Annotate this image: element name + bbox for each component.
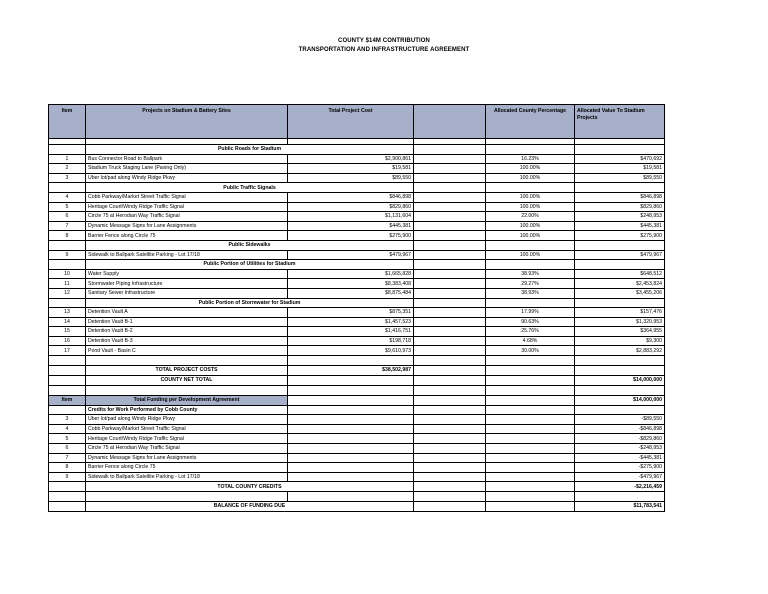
spacer-cell (414, 202, 486, 212)
empty-cell (486, 482, 575, 492)
empty-cell (414, 405, 486, 415)
empty-cell (414, 472, 486, 482)
credit-row (49, 424, 665, 434)
empty-cell (49, 405, 86, 415)
col-header-allocated-value: Allocated Value To Stadium Projects (575, 105, 665, 139)
item-number: 2 (49, 164, 86, 174)
empty-cell (414, 434, 486, 444)
spacer-cell (414, 154, 486, 164)
total-project-cost: $479,967 (288, 250, 414, 260)
project-name: Heritage Court/Windy Ridge Traffic Signal (86, 202, 288, 212)
section-item-cell (49, 240, 86, 250)
spacer-cell (414, 346, 486, 356)
col-header-item: Item (49, 105, 86, 139)
table-row (49, 250, 665, 260)
credit-name: Dynamic Message Signs for Lane Assignments (86, 453, 288, 463)
section-title: Public Portion of Stormwater for Stadium (86, 298, 414, 308)
credit-row (49, 434, 665, 444)
spacer-cell (414, 327, 486, 337)
credit-value: -$89,550 (575, 415, 665, 425)
item-number: 4 (49, 192, 86, 202)
credit-value: -$829,860 (575, 434, 665, 444)
item-number: 14 (49, 317, 86, 327)
empty-cell (414, 396, 486, 406)
county-net-total-label: COUNTY NET TOTAL (86, 376, 288, 386)
section-item-cell (49, 298, 86, 308)
county-percentage: 17.99% (486, 308, 575, 318)
section-spacer-cell (414, 260, 486, 270)
county-percentage: 100.00% (486, 231, 575, 241)
total-project-costs-label: TOTAL PROJECT COSTS (86, 366, 288, 376)
section-pct-cell (486, 240, 575, 250)
section-alloc-cell (575, 240, 665, 250)
empty-cell (288, 405, 414, 415)
empty-cell (486, 366, 575, 376)
section-title: Public Sidewalks (86, 240, 414, 250)
allocated-value: $445,381 (575, 221, 665, 231)
project-name: Bus Connector Road to Ballpark (86, 154, 288, 164)
allocated-value: $648,512 (575, 269, 665, 279)
spacer-row (49, 492, 665, 502)
spacer-cell (414, 231, 486, 241)
empty-cell (486, 444, 575, 454)
empty-cell (414, 366, 486, 376)
empty-cell (486, 376, 575, 386)
total-project-cost: $1,665,828 (288, 269, 414, 279)
item-number: 12 (49, 288, 86, 298)
spacer-cell (414, 492, 486, 502)
section-alloc-cell (575, 298, 665, 308)
county-percentage: 22.00% (486, 212, 575, 222)
contribution-table (48, 104, 665, 512)
spacer-cell (414, 269, 486, 279)
project-name: Stormwater Piping Infrastructure (86, 279, 288, 289)
allocated-value: $9,300 (575, 336, 665, 346)
spacer-cell (414, 386, 486, 396)
project-name: Dynamic Message Signs for Lane Assignments (86, 221, 288, 231)
county-percentage: 100.00% (486, 250, 575, 260)
section-spacer-cell (414, 183, 486, 193)
credit-name: Circle 75 at Herodian Way Traffic Signal (86, 444, 288, 454)
project-name: Cobb Parkway/Market Street Traffic Signal (86, 192, 288, 202)
allocated-value: $479,967 (575, 250, 665, 260)
item-number: 11 (49, 279, 86, 289)
spacer-cell (414, 317, 486, 327)
section-item-cell (49, 145, 86, 155)
spacer-cell (486, 492, 575, 502)
spacer-row (49, 356, 665, 366)
item-number: 8 (49, 231, 86, 241)
empty-cell (414, 453, 486, 463)
empty-cell (414, 424, 486, 434)
item-number: 1 (49, 154, 86, 164)
spacer-cell (486, 386, 575, 396)
county-percentage: 30.00% (486, 346, 575, 356)
credit-name: Sidewalk to Ballpark Satellite Parking - Lot 17/18 (86, 472, 288, 482)
item-number: 6 (49, 444, 86, 454)
balance-value: $11,783,541 (575, 502, 665, 512)
empty-cell (486, 434, 575, 444)
empty-cell (575, 405, 665, 415)
item-number: 13 (49, 308, 86, 318)
empty-cell (288, 376, 414, 386)
item-number: 8 (49, 463, 86, 473)
project-name: Water Supply (86, 269, 288, 279)
table-row (49, 212, 665, 222)
allocated-value: $248,953 (575, 212, 665, 222)
spacer-cell (49, 386, 86, 396)
county-percentage: 4.68% (486, 336, 575, 346)
allocated-value: $89,550 (575, 173, 665, 183)
project-name: Detention Vault B-1 (86, 317, 288, 327)
table-row (49, 317, 665, 327)
funding-item-header: Item (49, 396, 86, 406)
county-percentage: 38.93% (486, 269, 575, 279)
section-pct-cell (486, 260, 575, 270)
item-number: 15 (49, 327, 86, 337)
section-alloc-cell (575, 183, 665, 193)
spacer-cell (288, 386, 414, 396)
empty-cell (288, 434, 414, 444)
table-row (49, 308, 665, 318)
table-row (49, 173, 665, 183)
credit-row (49, 463, 665, 473)
total-project-cost: $19,581 (288, 164, 414, 174)
spacer-cell (414, 288, 486, 298)
county-percentage: 90.63% (486, 317, 575, 327)
spacer-cell (575, 356, 665, 366)
document-subtitle: TRANSPORTATION AND INFRASTRUCTURE AGREEMENT (298, 47, 470, 53)
total-project-cost: $9,610,973 (288, 346, 414, 356)
section-spacer-cell (414, 240, 486, 250)
empty-cell (49, 502, 86, 512)
spacer-cell (414, 356, 486, 366)
empty-cell (486, 472, 575, 482)
empty-cell (414, 502, 486, 512)
total-project-cost: $275,900 (288, 231, 414, 241)
credit-row (49, 415, 665, 425)
spacer-cell (86, 356, 288, 366)
county-percentage: 38.93% (486, 288, 575, 298)
total-project-cost: $1,416,751 (288, 327, 414, 337)
credit-value: -$445,381 (575, 453, 665, 463)
credit-row (49, 444, 665, 454)
empty-cell (49, 366, 86, 376)
empty-cell (486, 453, 575, 463)
credit-value: -$275,900 (575, 463, 665, 473)
credit-name: Uber lot/pad along Windy Ridge Pkwy (86, 415, 288, 425)
county-percentage: 29.27% (486, 279, 575, 289)
empty-cell (414, 463, 486, 473)
section-header-row (49, 145, 665, 155)
funding-header-row (49, 396, 665, 406)
table-row (49, 288, 665, 298)
county-percentage: 100.00% (486, 192, 575, 202)
spacer-cell (49, 492, 86, 502)
spacer-cell (86, 492, 288, 502)
allocated-value: $157,476 (575, 308, 665, 318)
section-header-row (49, 260, 665, 270)
section-item-cell (49, 183, 86, 193)
total-project-cost: $875,351 (288, 308, 414, 318)
county-percentage: 25.76% (486, 327, 575, 337)
total-project-cost: $445,381 (288, 221, 414, 231)
section-alloc-cell (575, 145, 665, 155)
spacer-cell (288, 492, 414, 502)
credit-value: -$479,967 (575, 472, 665, 482)
empty-cell (288, 472, 414, 482)
section-pct-cell (486, 298, 575, 308)
table-row (49, 192, 665, 202)
section-pct-cell (486, 145, 575, 155)
spacer-cell (414, 221, 486, 231)
table-row (49, 221, 665, 231)
county-net-total-row (49, 376, 665, 386)
county-percentage: 100.00% (486, 164, 575, 174)
project-name: Sidewalk to Ballpark Satellite Parking - Lot 17/18 (86, 250, 288, 260)
item-number: 9 (49, 472, 86, 482)
spacer-cell (414, 308, 486, 318)
spacer-cell (414, 164, 486, 174)
county-percentage: 100.00% (486, 202, 575, 212)
col-header-projects: Projects on Stadium & Battery Sites (86, 105, 288, 139)
item-number: 7 (49, 453, 86, 463)
funding-header-label: Total Funding per Development Agreement (86, 396, 288, 406)
spacer-cell (414, 173, 486, 183)
section-item-cell (49, 260, 86, 270)
empty-cell (414, 482, 486, 492)
empty-cell (288, 415, 414, 425)
spacer-cell (486, 356, 575, 366)
project-name: Sanitary Sewer Infrastructure (86, 288, 288, 298)
allocated-value: $470,692 (575, 154, 665, 164)
spacer-cell (414, 212, 486, 222)
empty-cell (288, 463, 414, 473)
document-title: COUNTY $14M CONTRIBUTION (338, 38, 430, 44)
item-number: 4 (49, 424, 86, 434)
total-project-costs-value: $38,502,987 (288, 366, 414, 376)
col-header-county-percentage: Allocated County Percentage (486, 105, 575, 139)
item-number: 10 (49, 269, 86, 279)
project-name: Circle 75 at Herodian Way Traffic Signal (86, 212, 288, 222)
column-header-row (49, 105, 665, 139)
credit-value: -$248,953 (575, 444, 665, 454)
credit-row (49, 472, 665, 482)
empty-cell (49, 482, 86, 492)
empty-cell (486, 396, 575, 406)
project-name: Stadium Truck Staging Lane (Paving Only) (86, 164, 288, 174)
empty-cell (49, 376, 86, 386)
empty-cell (575, 366, 665, 376)
credit-row (49, 453, 665, 463)
project-name: Uber lot/pad along Windy Ridge Pkwy (86, 173, 288, 183)
total-project-cost: $846,898 (288, 192, 414, 202)
section-alloc-cell (575, 260, 665, 270)
total-project-cost: $1,131,604 (288, 212, 414, 222)
county-percentage: 16.23% (486, 154, 575, 164)
empty-cell (414, 376, 486, 386)
col-header-total-cost: Total Project Cost (288, 105, 414, 139)
total-project-cost: $2,900,861 (288, 154, 414, 164)
section-header-row (49, 240, 665, 250)
total-project-cost: $198,718 (288, 336, 414, 346)
spacer-cell (575, 492, 665, 502)
project-name: Detention Vault A (86, 308, 288, 318)
section-pct-cell (486, 183, 575, 193)
total-project-cost: $8,875,484 (288, 288, 414, 298)
section-title: Public Traffic Signals (86, 183, 414, 193)
table-row (49, 154, 665, 164)
empty-cell (288, 453, 414, 463)
item-number: 9 (49, 250, 86, 260)
spacer-cell (414, 192, 486, 202)
project-name: Detention Vault B-2 (86, 327, 288, 337)
project-name: Barrier Fence along Circle 75 (86, 231, 288, 241)
empty-cell (486, 502, 575, 512)
spacer-cell (86, 386, 288, 396)
credit-name: Cobb Parkway/Market Street Traffic Signal (86, 424, 288, 434)
item-number: 6 (49, 212, 86, 222)
balance-label: BALANCE OF FUNDING DUE (86, 502, 414, 512)
section-spacer-cell (414, 145, 486, 155)
spacer-cell (575, 386, 665, 396)
item-number: 3 (49, 173, 86, 183)
allocated-value: $19,581 (575, 164, 665, 174)
allocated-value: $2,883,292 (575, 346, 665, 356)
item-number: 7 (49, 221, 86, 231)
credit-name: Heritage Court/Windy Ridge Traffic Signal (86, 434, 288, 444)
total-project-costs-row (49, 366, 665, 376)
table-row (49, 269, 665, 279)
allocated-value: $829,860 (575, 202, 665, 212)
section-header-row (49, 298, 665, 308)
empty-cell (486, 405, 575, 415)
item-number: 3 (49, 415, 86, 425)
empty-cell (486, 424, 575, 434)
spacer-cell (288, 356, 414, 366)
empty-cell (486, 415, 575, 425)
allocated-value: $846,898 (575, 192, 665, 202)
spacer-cell (414, 279, 486, 289)
county-percentage: 100.00% (486, 173, 575, 183)
section-spacer-cell (414, 298, 486, 308)
project-name: Detention Vault B-3 (86, 336, 288, 346)
table-row (49, 279, 665, 289)
spacer-cell (414, 250, 486, 260)
table-row (49, 202, 665, 212)
allocated-value: $1,320,953 (575, 317, 665, 327)
credits-title-row (49, 405, 665, 415)
total-county-credits-row (49, 482, 665, 492)
total-project-cost: $8,383,408 (288, 279, 414, 289)
spacer-row (49, 386, 665, 396)
allocated-value: $3,455,206 (575, 288, 665, 298)
balance-row (49, 502, 665, 512)
total-project-cost: $829,860 (288, 202, 414, 212)
section-title: Public Portion of Utilities for Stadium (86, 260, 414, 270)
total-county-credits-label: TOTAL COUNTY CREDITS (86, 482, 414, 492)
total-county-credits-value: -$2,216,459 (575, 482, 665, 492)
item-number: 5 (49, 434, 86, 444)
allocated-value: $2,453,824 (575, 279, 665, 289)
project-name: Pond Vault - Basin C (86, 346, 288, 356)
item-number: 5 (49, 202, 86, 212)
spacer-cell (414, 336, 486, 346)
credit-name: Barrier Fence along Circle 75 (86, 463, 288, 473)
county-net-total-value: $14,000,000 (575, 376, 665, 386)
table-body (49, 105, 665, 512)
empty-cell (414, 444, 486, 454)
allocated-value: $275,900 (575, 231, 665, 241)
table-row (49, 231, 665, 241)
funding-header-value: $14,000,000 (575, 396, 665, 406)
spacer-cell (49, 356, 86, 366)
section-header-row (49, 183, 665, 193)
empty-cell (288, 396, 414, 406)
table-row (49, 327, 665, 337)
table-row (49, 336, 665, 346)
table-row (49, 164, 665, 174)
total-project-cost: $89,550 (288, 173, 414, 183)
county-percentage: 100.00% (486, 221, 575, 231)
credits-title: Credits for Work Performed by Cobb County (86, 405, 288, 415)
section-title: Public Roads for Stadium (86, 145, 414, 155)
allocated-value: $364,955 (575, 327, 665, 337)
empty-cell (486, 463, 575, 473)
empty-cell (414, 415, 486, 425)
table-row (49, 346, 665, 356)
total-project-cost: $1,457,523 (288, 317, 414, 327)
credit-value: -$846,898 (575, 424, 665, 434)
empty-cell (288, 444, 414, 454)
item-number: 17 (49, 346, 86, 356)
item-number: 16 (49, 336, 86, 346)
col-header-spacer (414, 105, 486, 139)
empty-cell (288, 424, 414, 434)
